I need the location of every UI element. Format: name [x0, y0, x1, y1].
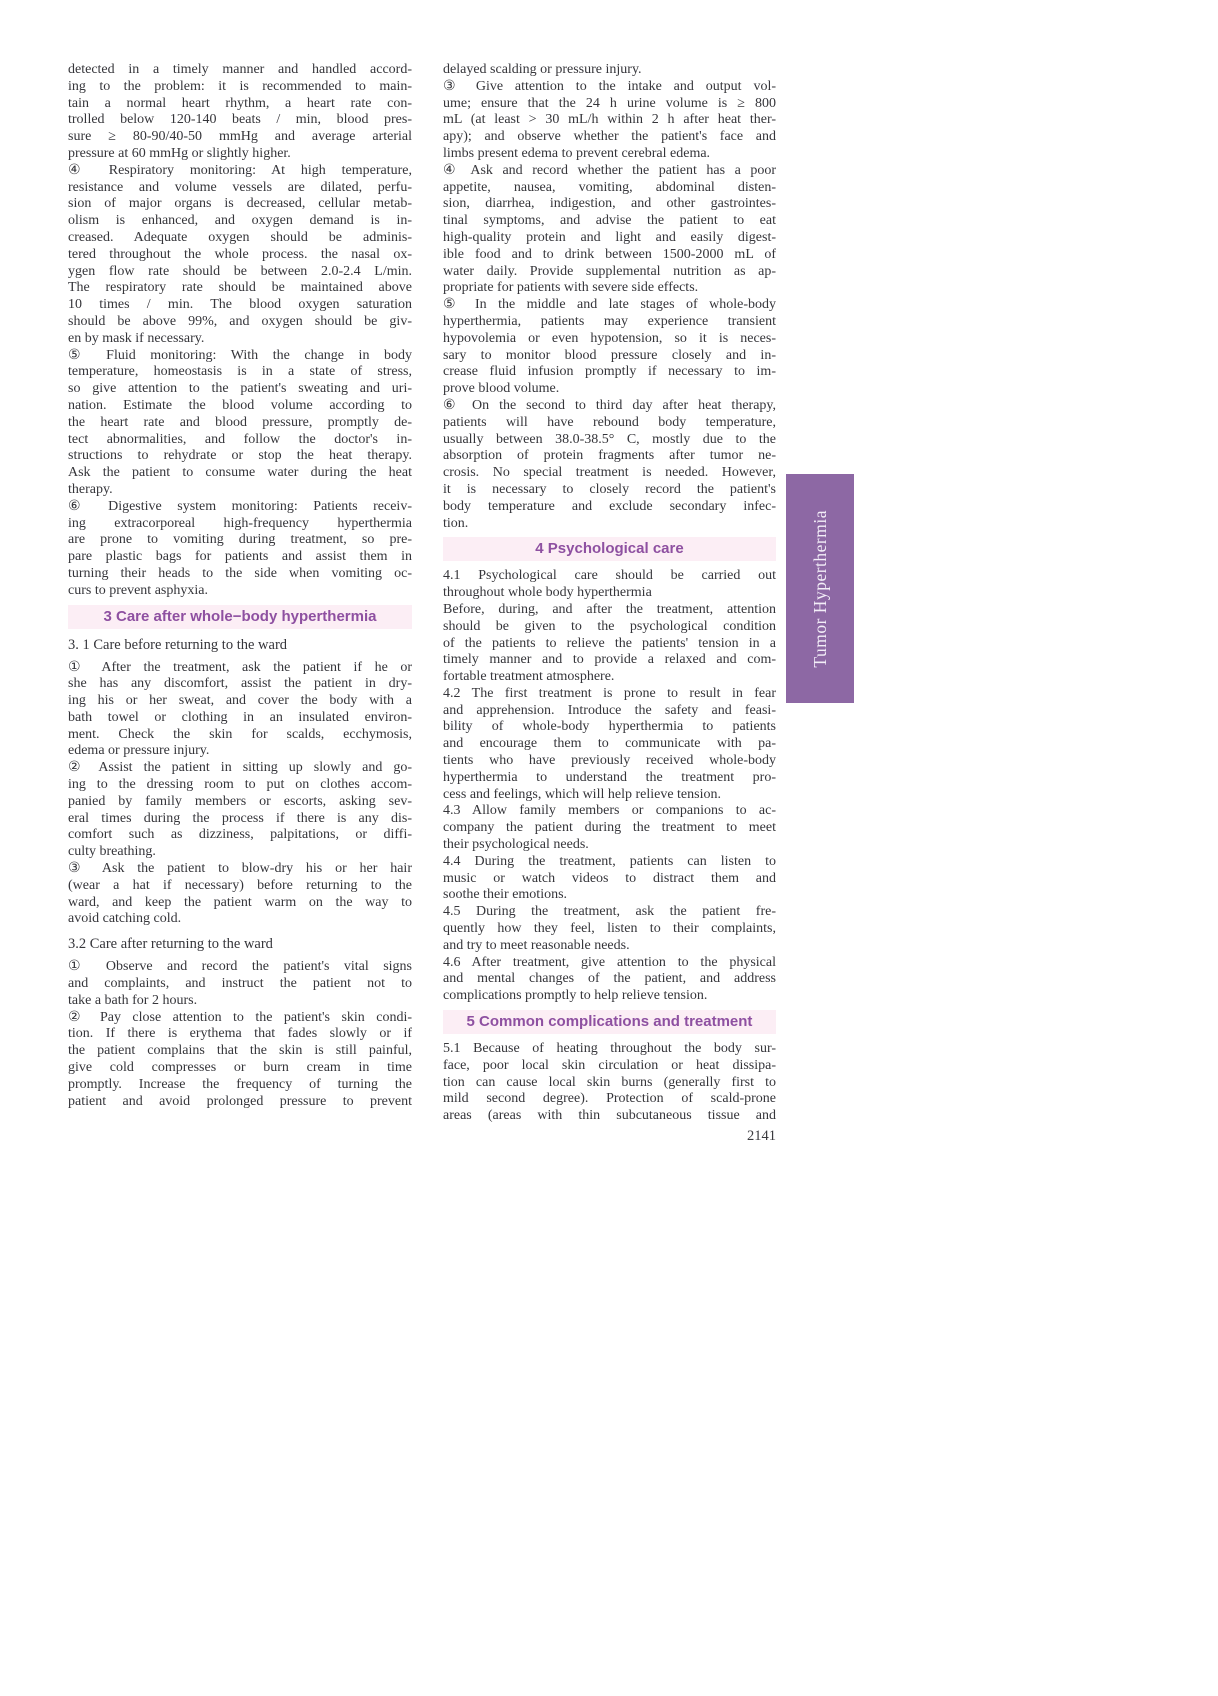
- text-line: structions to rehydrate or stop the heat therapy.: [68, 448, 412, 464]
- text-line: ygen flow rate should be between 2.0-2.4 L/min.: [68, 263, 412, 279]
- text-line: temperature, homeostasis is in a state of stress,: [68, 364, 412, 380]
- paragraph: [443, 1041, 776, 1125]
- text-line: ③ Ask the patient to blow-dry his or her hair: [68, 861, 412, 877]
- text-line: detected in a timely manner and handled accord-: [68, 62, 412, 77]
- text-line: 4.1 Psychological care should be carried out: [443, 568, 776, 584]
- text-line: mild second degree). Protection of scald-prone: [443, 1091, 776, 1107]
- paragraph: [443, 854, 776, 904]
- text-line: creased. Adequate oxygen should be adminis-: [68, 229, 412, 245]
- text-line: body temperature and exclude secondary infec-: [443, 498, 776, 514]
- text-line: ⑥ Digestive system monitoring: Patients receiv-: [68, 498, 412, 514]
- text-line: hypovolemia or even hypotension, so it is neces-: [443, 330, 776, 346]
- text-line: tion. If there is erythema that fades slowly or if: [68, 1026, 412, 1042]
- text-line: areas (areas with thin subcutaneous tissue and: [443, 1108, 776, 1124]
- text-line: patients will have rebound body temperature,: [443, 414, 776, 430]
- text-line: limbs present edema to prevent cerebral edema.: [443, 145, 711, 161]
- paragraph: [443, 163, 776, 297]
- text-line: take a bath for 2 hours.: [68, 992, 198, 1008]
- paragraph: [68, 62, 412, 163]
- text-line: company the patient during the treatment to meet: [443, 820, 776, 836]
- text-line: panied by family members or escorts, asking sev-: [68, 793, 412, 809]
- text-line: ① After the treatment, ask the patient if he or: [68, 659, 412, 675]
- text-line: patient and avoid prolonged pressure to prevent: [68, 1093, 412, 1109]
- paragraph: [443, 568, 776, 602]
- text-line: promptly. Increase the frequency of turning the: [68, 1076, 412, 1092]
- paragraph: [68, 348, 412, 499]
- section-header: 3 Care after whole−body hyperthermia: [68, 605, 412, 629]
- paragraph: [68, 660, 412, 761]
- paragraph: [68, 1010, 412, 1111]
- text-line: delayed scalding or pressure injury.: [443, 62, 642, 77]
- text-line: fortable treatment atmosphere.: [443, 669, 615, 685]
- text-line: throughout whole body hyperthermia: [443, 585, 652, 601]
- text-line: and mental changes of the patient, and address: [443, 971, 776, 987]
- text-line: tain a normal heart rhythm, a heart rate con-: [68, 95, 412, 111]
- text-line: 10 times / min. The blood oxygen saturation: [68, 297, 412, 313]
- text-line: culty breathing.: [68, 844, 156, 860]
- text-line: quently how they feel, listen to their complaints,: [443, 921, 776, 937]
- text-line: should be given to the psychological condition: [443, 618, 776, 634]
- text-line: give cold compresses or burn cream in time: [68, 1060, 412, 1076]
- text-line: crosis. No special treatment is needed. However,: [443, 465, 776, 481]
- text-line: ume; ensure that the 24 h urine volume is ≥ 800: [443, 95, 776, 111]
- text-line: resistance and volume vessels are dilated, perfu-: [68, 179, 412, 195]
- text-line: Before, during, and after the treatment, attention: [443, 601, 776, 617]
- paragraph: [68, 163, 412, 348]
- text-line: therapy.: [68, 481, 113, 497]
- section-header: 5 Common complications and treatment: [443, 1010, 776, 1034]
- subsection-heading: 3.2 Care after returning to the ward: [68, 936, 273, 953]
- text-line: pressure at 60 mmHg or slightly higher.: [68, 145, 291, 161]
- text-line: the patient complains that the skin is still painful,: [68, 1043, 412, 1059]
- text-line: 4.5 During the treatment, ask the patient fre-: [443, 904, 776, 920]
- text-line: ward, and keep the patient warm on the way to: [68, 894, 412, 910]
- subsection-heading: 3. 1 Care before returning to the ward: [68, 636, 288, 653]
- paragraph: [443, 803, 776, 853]
- side-tab: [786, 474, 854, 703]
- text-line: tered throughout the whole process. the nasal ox-: [68, 246, 412, 262]
- paragraph: [443, 904, 776, 954]
- text-line: of the patients to relieve the patients' tension in a: [443, 635, 776, 651]
- right-column: [443, 62, 776, 1125]
- text-line: 4.2 The first treatment is prone to result in fear: [443, 685, 776, 701]
- text-line: so give attention to the patient's sweating and uri-: [68, 381, 412, 397]
- paragraph: [443, 62, 776, 79]
- text-line: usually between 38.0-38.5° C, mostly due to the: [443, 431, 776, 447]
- left-column: [68, 62, 412, 1110]
- text-line: ② Pay close attention to the patient's skin condi-: [68, 1009, 412, 1025]
- text-line: their psychological needs.: [443, 837, 589, 853]
- text-line: 4.6 After treatment, give attention to the physical: [443, 954, 776, 970]
- text-line: comfort such as dizziness, palpitations, or diffi-: [68, 827, 412, 843]
- text-line: ment. Check the skin for scalds, ecchymosis,: [68, 726, 412, 742]
- text-line: ⑥ On the second to third day after heat therapy,: [443, 397, 776, 413]
- paragraph: [443, 79, 776, 163]
- text-line: turning their heads to the side when vomiting oc-: [68, 565, 412, 581]
- text-line: bility of whole-body hyperthermia to patients: [443, 719, 776, 735]
- side-tab-label: Tumor Hyperthermia: [809, 509, 830, 668]
- text-line: sary to monitor blood pressure closely and in-: [443, 347, 776, 363]
- text-line: it is necessary to closely record the patient's: [443, 481, 776, 497]
- text-line: water daily. Provide supplemental nutrition as ap-: [443, 263, 776, 279]
- text-line: sure ≥ 80-90/40-50 mmHg and average arterial: [68, 129, 412, 145]
- text-line: the heart rate and blood pressure, promptly de-: [68, 414, 412, 430]
- text-line: olism is enhanced, and oxygen demand is in-: [68, 213, 412, 229]
- text-line: complications promptly to help relieve tension.: [443, 988, 708, 1004]
- text-line: Ask the patient to consume water during the heat: [68, 465, 412, 481]
- text-line: tients who have previously received whole-body: [443, 753, 776, 769]
- text-line: are prone to vomiting during treatment, so pre-: [68, 532, 412, 548]
- text-line: tion can cause local skin burns (generally first to: [443, 1074, 776, 1090]
- text-line: ing his or her sweat, and cover the body with a: [68, 693, 412, 709]
- text-line: mL (at least > 30 mL/h within 2 h after heat ther-: [443, 112, 776, 128]
- text-line: ⑤ Fluid monitoring: With the change in body: [68, 347, 412, 363]
- text-line: and apprehension. Introduce the safety and feasi-: [443, 702, 776, 718]
- text-line: nation. Estimate the blood volume according to: [68, 397, 412, 413]
- text-line: ① Observe and record the patient's vital signs: [68, 959, 412, 975]
- text-line: ③ Give attention to the intake and output vol-: [443, 78, 776, 94]
- text-line: sion of major organs is decreased, cellular metab-: [68, 196, 412, 212]
- paragraph: [443, 602, 776, 686]
- text-line: avoid catching cold.: [68, 911, 182, 927]
- text-line: bath towel or clothing in an insulated environ-: [68, 709, 412, 725]
- text-line: soothe their emotions.: [443, 887, 568, 903]
- text-line: 4.4 During the treatment, patients can listen to: [443, 853, 776, 869]
- text-line: ④ Respiratory monitoring: At high temperature,: [68, 162, 412, 178]
- text-line: hyperthermia, patients may experience transient: [443, 313, 776, 329]
- paragraph: [68, 861, 412, 928]
- text-line: (wear a hat if necessary) before returning to the: [68, 877, 412, 893]
- text-line: prove blood volume.: [443, 381, 560, 397]
- text-line: ⑤ In the middle and late stages of whole-body: [443, 297, 776, 313]
- text-line: apy); and observe whether the patient's face and: [443, 129, 776, 145]
- text-line: trolled below 120-140 beats / min, blood pres-: [68, 112, 412, 128]
- text-line: and try to meet reasonable needs.: [443, 937, 630, 953]
- text-line: timely manner and to provide a relaxed and com-: [443, 652, 776, 668]
- text-line: tect abnormalities, and follow the doctor's in-: [68, 431, 412, 447]
- paragraph: [443, 686, 776, 804]
- text-line: crease fluid infusion promptly if necessary to im-: [443, 364, 776, 380]
- text-line: 5.1 Because of heating throughout the body sur-: [443, 1041, 776, 1057]
- text-line: high-quality protein and light and easily digest-: [443, 229, 776, 245]
- text-line: ing extracorporeal high-frequency hyperthermia: [68, 515, 412, 531]
- text-line: pare plastic bags for patients and assist them in: [68, 549, 412, 565]
- text-line: propriate for patients with severe side effects.: [443, 280, 699, 296]
- text-line: sion, diarrhea, indigestion, and other gastrointes-: [443, 196, 776, 212]
- text-line: face, poor local skin circulation or heat dissipa-: [443, 1057, 776, 1073]
- paragraph: [443, 955, 776, 1005]
- paragraph: [443, 398, 776, 532]
- paragraph: [443, 297, 776, 398]
- page-number: 2141: [747, 1128, 776, 1144]
- text-line: absorption of protein fragments after tumor ne-: [443, 448, 776, 464]
- text-line: and encourage them to communicate with pa-: [443, 736, 776, 752]
- text-line: tion.: [443, 515, 469, 531]
- paragraph: [68, 959, 412, 1009]
- text-line: edema or pressure injury.: [68, 743, 210, 759]
- text-line: she has any discomfort, assist the patient in dry-: [68, 676, 412, 692]
- text-line: ing to the dressing room to put on clothes accom-: [68, 777, 412, 793]
- text-line: cess and feelings, which will help relieve tension.: [443, 786, 721, 802]
- text-line: ④ Ask and record whether the patient has a poor: [443, 162, 776, 178]
- paragraph: [68, 760, 412, 861]
- text-line: hyperthermia to understand the treatment pro-: [443, 769, 776, 785]
- text-line: music or watch videos to distract them and: [443, 870, 776, 886]
- text-line: 4.3 Allow family members or companions to ac-: [443, 803, 776, 819]
- text-line: ing to the problem: it is recommended to main-: [68, 78, 412, 94]
- text-line: ible food and to drink between 1500-2000 mL of: [443, 246, 776, 262]
- text-line: ② Assist the patient in sitting up slowly and go-: [68, 760, 412, 776]
- text-line: The respiratory rate should be maintained above: [68, 280, 412, 296]
- text-line: eral times during the process if there is any dis-: [68, 810, 412, 826]
- text-line: and complaints, and instruct the patient not to: [68, 976, 412, 992]
- text-line: en by mask if necessary.: [68, 330, 205, 346]
- paragraph: [68, 499, 412, 600]
- text-line: should be above 99%, and oxygen should be giv-: [68, 313, 412, 329]
- text-line: tinal symptoms, and advise the patient to eat: [443, 213, 776, 229]
- section-header: 4 Psychological care: [443, 537, 776, 561]
- text-line: curs to prevent asphyxia.: [68, 582, 208, 598]
- text-line: appetite, nausea, vomiting, abdominal disten-: [443, 179, 776, 195]
